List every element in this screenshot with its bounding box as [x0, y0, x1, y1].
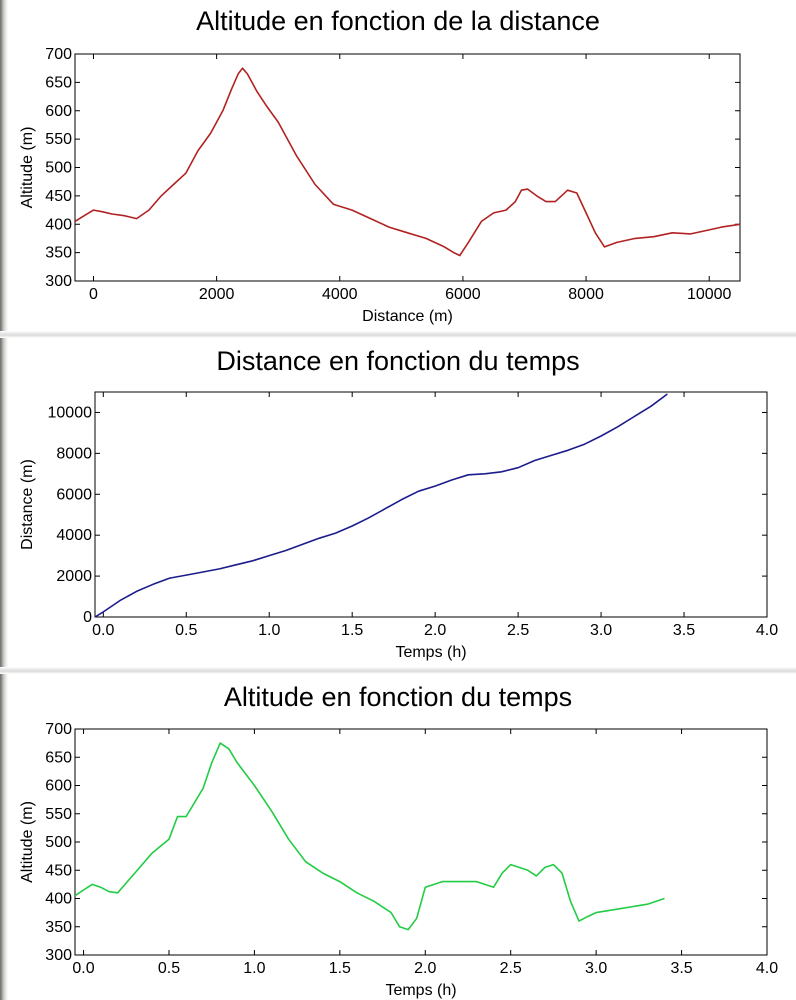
- plot-frame: [75, 729, 767, 955]
- x-tick-label: 0.5: [157, 960, 181, 977]
- x-tick-label: 3.0: [585, 960, 608, 977]
- x-tick-label: 1.5: [328, 960, 351, 977]
- x-tick-label: 2.0: [414, 960, 437, 977]
- plot-frame: [75, 54, 740, 281]
- plot-frame: [95, 392, 767, 617]
- y-tick-label: 350: [45, 244, 72, 262]
- x-tick-label: 2.5: [506, 622, 530, 639]
- y-tick-label: 500: [45, 834, 72, 851]
- y-tick-label: 650: [45, 749, 72, 767]
- chart-title: Distance en fonction du temps: [216, 346, 580, 376]
- x-axis-label: Temps (h): [385, 982, 457, 999]
- x-tick-label: 3.5: [672, 622, 696, 639]
- y-tick-label: 600: [45, 777, 72, 795]
- y-tick-label: 400: [45, 216, 72, 234]
- y-tick-label: 300: [45, 947, 72, 964]
- x-tick-label: 2.5: [499, 960, 522, 977]
- chart-plot: [0, 674, 796, 1000]
- y-tick-label: 550: [45, 131, 72, 149]
- y-tick-label: 4000: [56, 527, 92, 545]
- x-tick-label: 1.0: [258, 622, 281, 639]
- x-tick-label: 8000: [568, 286, 604, 303]
- x-tick-label: 0.0: [92, 622, 115, 639]
- x-tick-label: 10000: [686, 286, 732, 303]
- x-tick-label: 6000: [445, 286, 481, 303]
- x-axis-label: Distance (m): [362, 308, 453, 325]
- y-tick-label: 700: [45, 46, 72, 63]
- panel-separator: [0, 667, 796, 674]
- chart-panel-altitude-distance: [0, 0, 796, 332]
- panel-separator: [0, 331, 796, 338]
- y-tick-label: 10000: [47, 404, 92, 422]
- y-tick-label: 350: [45, 918, 72, 936]
- x-tick-label: 2000: [198, 286, 235, 303]
- x-tick-label: 4.0: [755, 622, 779, 639]
- y-axis-label: Altitude (m): [19, 801, 36, 883]
- x-axis-label: Temps (h): [395, 644, 467, 661]
- x-tick-label: 0.0: [72, 960, 95, 977]
- y-tick-label: 2000: [56, 568, 92, 586]
- y-tick-label: 500: [45, 159, 72, 177]
- x-tick-label: 3.0: [589, 622, 613, 639]
- x-tick-label: 0: [89, 286, 98, 303]
- chart-panel-distance-time: [0, 338, 796, 668]
- y-tick-label: 550: [45, 805, 72, 823]
- x-tick-label: 4000: [321, 286, 358, 303]
- y-axis-label: Distance (m): [19, 459, 36, 550]
- y-tick-label: 450: [45, 862, 72, 880]
- x-tick-label: 1.0: [243, 960, 266, 977]
- chart-plot: [0, 338, 796, 668]
- y-tick-label: 600: [45, 102, 72, 120]
- x-tick-label: 2.0: [424, 622, 447, 639]
- chart-panel-altitude-time: [0, 674, 796, 1000]
- chart-title: Altitude en fonction du temps: [223, 682, 573, 712]
- chart-plot: [0, 0, 796, 332]
- y-tick-label: 700: [45, 721, 72, 738]
- y-tick-label: 650: [45, 74, 72, 92]
- x-tick-label: 0.5: [175, 622, 198, 639]
- y-tick-label: 6000: [56, 486, 92, 504]
- y-axis-label: Altitude (m): [19, 126, 36, 209]
- x-tick-label: 1.5: [341, 622, 364, 639]
- y-tick-label: 0: [83, 609, 92, 626]
- x-tick-label: 3.5: [670, 960, 693, 977]
- y-tick-label: 450: [45, 187, 72, 205]
- x-tick-label: 4.0: [755, 960, 779, 977]
- y-tick-label: 300: [45, 273, 72, 290]
- chart-title: Altitude en fonction de la distance: [196, 6, 600, 36]
- y-tick-label: 8000: [56, 445, 92, 463]
- y-tick-label: 400: [45, 890, 72, 908]
